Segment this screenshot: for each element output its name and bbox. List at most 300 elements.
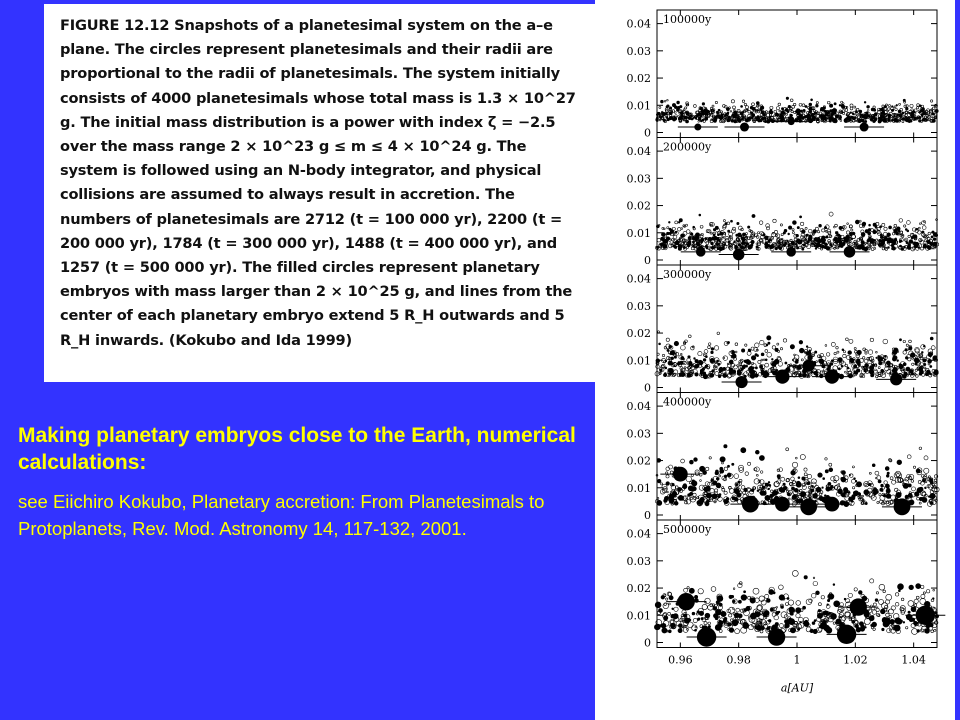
planetesimal-point bbox=[820, 107, 823, 110]
planetesimal-point bbox=[879, 494, 881, 496]
planetesimal-point bbox=[705, 598, 710, 603]
planetesimal-point bbox=[841, 101, 843, 103]
planetesimal-point bbox=[741, 486, 745, 490]
planetesimal-point bbox=[734, 474, 739, 479]
planetesimal-point bbox=[744, 360, 747, 363]
planetesimal-point bbox=[933, 356, 937, 360]
planetesimal-point bbox=[759, 455, 764, 460]
planetesimal-point bbox=[765, 594, 769, 598]
planetesimal-point bbox=[735, 343, 738, 346]
planetesimal-point bbox=[710, 232, 712, 234]
planetesimal-point bbox=[699, 214, 701, 216]
planetesimal-point bbox=[711, 351, 714, 354]
planetesimal-point bbox=[706, 493, 711, 498]
planetesimal-point bbox=[854, 478, 856, 480]
y-tick-label: 0.03 bbox=[626, 299, 651, 313]
planetesimal-point bbox=[900, 235, 902, 237]
planetesimal-point bbox=[918, 367, 922, 371]
planetesimal-point bbox=[918, 227, 920, 229]
planetesimal-point bbox=[704, 487, 708, 491]
planetesimal-point bbox=[855, 624, 859, 628]
planetesimal-point bbox=[839, 616, 841, 618]
y-tick-label: 0 bbox=[644, 254, 651, 267]
planetesimal-point bbox=[755, 107, 758, 110]
planetesimal-point bbox=[761, 106, 764, 109]
planetesimal-point bbox=[666, 106, 668, 108]
planetesimal-point bbox=[824, 226, 826, 228]
planetesimal-point bbox=[808, 482, 810, 484]
planetesimal-point bbox=[671, 357, 674, 360]
planetesimal-point bbox=[730, 220, 732, 222]
planetesimal-point bbox=[719, 475, 721, 477]
y-tick-label: 0.02 bbox=[626, 72, 651, 86]
planetesimal-point bbox=[888, 247, 890, 249]
planetesimal-point bbox=[755, 343, 759, 347]
planetesimal-point bbox=[799, 340, 803, 344]
planetesimal-point bbox=[761, 359, 763, 361]
planetesimal-point bbox=[693, 618, 697, 622]
planetesimal-point bbox=[932, 107, 935, 110]
planetesimal-point bbox=[663, 119, 666, 122]
planetesimal-point bbox=[922, 226, 926, 230]
planetesimal-point bbox=[827, 604, 829, 606]
planetesimal-point bbox=[797, 628, 799, 630]
planetesimal-point bbox=[916, 228, 918, 230]
planetesimal-point bbox=[776, 234, 780, 238]
planetesimal-point bbox=[738, 600, 741, 603]
planetesimal-point bbox=[770, 106, 773, 109]
planetesimal-point bbox=[677, 228, 680, 231]
planetesimal-point bbox=[705, 482, 709, 486]
planetesimal-point bbox=[844, 598, 846, 600]
planetesimal-point bbox=[688, 356, 691, 359]
planetesimal-point bbox=[717, 332, 720, 335]
planetesimal-point bbox=[901, 248, 904, 251]
planetesimal-point bbox=[666, 467, 670, 471]
planetesimal-point bbox=[724, 491, 727, 494]
planetesimal-point bbox=[673, 118, 676, 121]
planetesimal-point bbox=[834, 113, 836, 115]
planetesimal-point bbox=[792, 570, 798, 576]
planetesimal-point bbox=[908, 235, 910, 237]
planetesimal-point bbox=[781, 233, 783, 235]
planetesimal-point bbox=[664, 496, 668, 500]
planetesimal-point bbox=[826, 627, 832, 633]
planetesimal-point bbox=[933, 589, 935, 591]
planetesimal-point bbox=[867, 240, 869, 242]
panel-time-label: 500000y bbox=[663, 523, 712, 536]
embryo-point bbox=[775, 370, 789, 384]
planetesimal-point bbox=[834, 601, 840, 607]
y-tick-label: 0.01 bbox=[626, 354, 651, 368]
planetesimal-point bbox=[806, 346, 808, 348]
planetesimal-point bbox=[699, 611, 704, 616]
planetesimal-point bbox=[829, 212, 833, 216]
planetesimal-point bbox=[854, 347, 856, 349]
planetesimal-point bbox=[924, 240, 926, 242]
planetesimal-point bbox=[912, 363, 914, 365]
planetesimal-point bbox=[789, 607, 795, 613]
planetesimal-point bbox=[733, 588, 735, 590]
planetesimal-point bbox=[850, 374, 852, 376]
planetesimal-point bbox=[730, 110, 732, 112]
planetesimal-point bbox=[744, 609, 747, 612]
planetesimal-point bbox=[778, 611, 780, 613]
planetesimal-point bbox=[899, 120, 901, 122]
planetesimal-point bbox=[795, 360, 798, 363]
planetesimal-point bbox=[889, 226, 892, 229]
planetesimal-point bbox=[792, 462, 797, 467]
planetesimal-point bbox=[662, 354, 664, 356]
planetesimal-point bbox=[683, 484, 686, 487]
planetesimal-point bbox=[668, 603, 670, 605]
planetesimal-point bbox=[711, 348, 714, 351]
embryo-point bbox=[825, 497, 840, 512]
planetesimal-point bbox=[748, 349, 750, 351]
planetesimal-point bbox=[888, 105, 890, 107]
planetesimal-point bbox=[903, 621, 905, 623]
planetesimal-point bbox=[921, 351, 923, 353]
planetesimal-point bbox=[762, 242, 764, 244]
planetesimal-point bbox=[711, 587, 716, 592]
embryo-point bbox=[825, 370, 839, 384]
embryo-point bbox=[768, 628, 785, 645]
planetesimal-point bbox=[849, 339, 853, 343]
planetesimal-point bbox=[924, 468, 929, 473]
planetesimal-point bbox=[671, 229, 673, 231]
planetesimal-point bbox=[839, 235, 841, 237]
planetesimal-point bbox=[742, 233, 745, 236]
planetesimal-point bbox=[783, 232, 785, 234]
planetesimal-point bbox=[799, 103, 802, 106]
planetesimal-point bbox=[906, 344, 908, 346]
planetesimal-point bbox=[756, 474, 758, 476]
planetesimal-point bbox=[772, 613, 776, 617]
planetesimal-point bbox=[745, 344, 747, 346]
planetesimal-point bbox=[729, 595, 733, 599]
planetesimal-point bbox=[823, 478, 825, 480]
figure-panel bbox=[595, 0, 955, 720]
planetesimal-point bbox=[855, 220, 859, 224]
planetesimal-point bbox=[733, 106, 736, 109]
planetesimal-point bbox=[767, 627, 770, 630]
y-tick-label: 0.03 bbox=[626, 427, 651, 441]
planetesimal-point bbox=[664, 100, 666, 102]
planetesimal-point bbox=[878, 599, 883, 604]
planetesimal-point bbox=[901, 598, 904, 601]
planetesimal-point bbox=[750, 112, 753, 115]
planetesimal-point bbox=[781, 108, 783, 110]
planetesimal-point bbox=[841, 477, 846, 482]
planetesimal-point bbox=[829, 468, 833, 472]
planetesimal-point bbox=[715, 101, 717, 103]
planetesimal-point bbox=[728, 116, 731, 119]
planetesimal-point bbox=[870, 241, 872, 243]
planetesimal-point bbox=[781, 112, 783, 114]
planetesimal-point bbox=[742, 100, 745, 103]
planetesimal-point bbox=[775, 348, 778, 351]
planetesimal-point bbox=[754, 479, 759, 484]
planetesimal-point bbox=[889, 629, 891, 631]
planetesimal-point bbox=[818, 609, 821, 612]
planetesimal-point bbox=[786, 448, 789, 451]
y-tick-label: 0.02 bbox=[626, 582, 651, 596]
planetesimal-point bbox=[909, 346, 912, 349]
planetesimal-point bbox=[858, 493, 861, 496]
planetesimal-point bbox=[684, 618, 689, 623]
planetesimal-point bbox=[867, 105, 870, 108]
planetesimal-point bbox=[913, 466, 915, 468]
embryo-point bbox=[786, 247, 796, 257]
planetesimal-point bbox=[718, 109, 720, 111]
planetesimal-point bbox=[803, 109, 805, 111]
planetesimal-point bbox=[931, 116, 933, 118]
planetesimal-point bbox=[905, 229, 907, 231]
planetesimal-point bbox=[687, 358, 691, 362]
planetesimal-point bbox=[800, 454, 805, 459]
planetesimal-point bbox=[680, 234, 684, 238]
planetesimal-point bbox=[834, 352, 836, 354]
planetesimal-point bbox=[870, 338, 874, 342]
planetesimal-point bbox=[935, 234, 938, 237]
planetesimal-point bbox=[745, 233, 747, 235]
planetesimal-point bbox=[707, 110, 710, 113]
planetesimal-point bbox=[662, 628, 667, 633]
planetesimal-point bbox=[897, 460, 902, 465]
planetesimal-point bbox=[762, 114, 764, 116]
planetesimal-point bbox=[765, 363, 769, 367]
planetesimal-point bbox=[906, 105, 909, 108]
planetesimal-point bbox=[737, 493, 742, 498]
planetesimal-point bbox=[666, 338, 669, 341]
planetesimal-point bbox=[868, 350, 872, 354]
planetesimal-point bbox=[816, 374, 818, 376]
planetesimal-point bbox=[884, 227, 887, 230]
planetesimal-point bbox=[919, 117, 921, 119]
planetesimal-point bbox=[934, 479, 937, 482]
planetesimal-point bbox=[910, 104, 913, 107]
planetesimal-point bbox=[669, 112, 672, 115]
planetesimal-point bbox=[779, 585, 784, 590]
planetesimal-point bbox=[927, 245, 930, 248]
planetesimal-point bbox=[666, 232, 669, 235]
planetesimal-point bbox=[751, 103, 754, 106]
planetesimal-point bbox=[829, 119, 832, 122]
planetesimal-point bbox=[851, 229, 853, 231]
planetesimal-point bbox=[842, 349, 844, 351]
planetesimal-point bbox=[925, 628, 930, 633]
y-tick-label: 0 bbox=[644, 509, 651, 522]
planetesimal-point bbox=[846, 338, 849, 341]
planetesimal-point bbox=[893, 367, 898, 372]
planetesimal-point bbox=[883, 119, 886, 122]
planetesimal-point bbox=[774, 115, 776, 117]
planetesimal-point bbox=[873, 628, 875, 630]
planetesimal-point bbox=[804, 576, 807, 579]
planetesimal-point bbox=[783, 244, 786, 247]
planetesimal-point bbox=[813, 230, 817, 234]
planetesimal-point bbox=[760, 630, 763, 633]
planetesimal-point bbox=[931, 236, 933, 238]
planetesimal-point bbox=[815, 351, 817, 353]
planetesimal-point bbox=[790, 483, 794, 487]
y-tick-label: 0.03 bbox=[626, 554, 651, 568]
planetesimal-point bbox=[792, 229, 794, 231]
planetesimal-point bbox=[736, 622, 738, 624]
planetesimal-point bbox=[911, 487, 915, 491]
planetesimal-point bbox=[679, 219, 682, 222]
planetesimal-point bbox=[936, 372, 938, 374]
planetesimal-point bbox=[731, 229, 735, 233]
planetesimal-point bbox=[864, 359, 868, 363]
planetesimal-point bbox=[808, 355, 813, 360]
planetesimal-point bbox=[791, 477, 795, 481]
planetesimal-point bbox=[660, 369, 662, 371]
planetesimal-point bbox=[693, 493, 696, 496]
planetesimal-point bbox=[923, 345, 925, 347]
planetesimal-point bbox=[758, 119, 761, 122]
planetesimal-point bbox=[743, 623, 749, 629]
planetesimal-point bbox=[920, 498, 922, 500]
planetesimal-point bbox=[903, 351, 907, 355]
planetesimal-point bbox=[900, 365, 902, 367]
planetesimal-point bbox=[746, 109, 748, 111]
planetesimal-point bbox=[877, 501, 879, 503]
planetesimal-point bbox=[928, 359, 932, 363]
planetesimal-point bbox=[876, 592, 878, 594]
planetesimal-point bbox=[904, 225, 906, 227]
planetesimal-point bbox=[766, 599, 770, 603]
planetesimal-point bbox=[922, 498, 927, 503]
planetesimal-point bbox=[741, 448, 746, 453]
planetesimal-point bbox=[738, 247, 740, 249]
planetesimal-point bbox=[836, 115, 838, 117]
planetesimal-point bbox=[773, 219, 777, 223]
planetesimal-point bbox=[668, 221, 670, 223]
planetesimal-point bbox=[715, 470, 718, 473]
planetesimal-point bbox=[917, 104, 920, 107]
planetesimal-point bbox=[916, 584, 921, 589]
planetesimal-point bbox=[659, 106, 661, 108]
planetesimal-point bbox=[778, 103, 781, 106]
planetesimal-point bbox=[880, 495, 885, 500]
planetesimal-point bbox=[841, 493, 845, 497]
planetesimal-point bbox=[680, 105, 682, 107]
planetesimal-point bbox=[672, 608, 674, 610]
planetesimal-point bbox=[934, 629, 936, 631]
planetesimal-point bbox=[665, 367, 667, 369]
planetesimal-point bbox=[761, 626, 765, 630]
planetesimal-point bbox=[677, 101, 680, 104]
y-tick-label: 0.04 bbox=[626, 17, 651, 31]
planetesimal-point bbox=[819, 224, 822, 227]
planetesimal-point bbox=[889, 615, 892, 618]
planetesimal-point bbox=[802, 477, 806, 481]
planetesimal-point bbox=[818, 239, 821, 242]
planetesimal-point bbox=[797, 226, 799, 228]
planetesimal-point bbox=[854, 106, 856, 108]
planetesimal-point bbox=[802, 483, 805, 486]
planetesimal-point bbox=[889, 609, 894, 614]
planetesimal-point bbox=[852, 497, 855, 500]
planetesimal-point bbox=[909, 494, 912, 497]
planetesimal-point bbox=[694, 458, 698, 462]
planetesimal-point bbox=[729, 607, 735, 613]
planetesimal-point bbox=[661, 233, 665, 237]
planetesimal-point bbox=[708, 622, 711, 625]
planetesimal-point bbox=[735, 351, 737, 353]
planetesimal-point bbox=[796, 607, 801, 612]
planetesimal-point bbox=[681, 228, 683, 230]
planetesimal-point bbox=[857, 247, 859, 249]
planetesimal-point bbox=[689, 493, 692, 496]
planetesimal-point bbox=[919, 502, 921, 504]
planetesimal-point bbox=[674, 607, 678, 611]
planetesimal-point bbox=[755, 450, 759, 454]
planetesimal-point bbox=[890, 619, 895, 624]
planetesimal-point bbox=[889, 459, 892, 462]
planetesimal-point bbox=[678, 624, 682, 628]
planetesimal-point bbox=[897, 360, 899, 362]
planetesimal-point bbox=[694, 105, 697, 108]
planetesimal-point bbox=[825, 470, 828, 473]
planetesimal-point bbox=[667, 99, 669, 101]
planetesimal-point bbox=[841, 616, 846, 621]
planetesimal-point bbox=[674, 341, 678, 345]
planetesimal-point bbox=[921, 247, 924, 250]
planetesimal-point bbox=[883, 590, 886, 593]
planetesimal-point bbox=[690, 497, 695, 502]
planetesimal-point bbox=[661, 595, 665, 599]
planetesimal-point bbox=[862, 248, 864, 250]
planetesimal-point bbox=[921, 113, 924, 116]
planetesimal-point bbox=[819, 359, 824, 364]
planetesimal-point bbox=[852, 117, 855, 120]
planetesimal-point bbox=[870, 579, 874, 583]
planetesimal-point bbox=[708, 346, 711, 349]
planetesimal-point bbox=[774, 110, 777, 113]
planetesimal-point bbox=[808, 237, 812, 241]
planetesimal-point bbox=[919, 447, 922, 450]
embryo-point bbox=[696, 247, 706, 257]
embryo-point bbox=[740, 123, 749, 132]
planetesimal-point bbox=[768, 481, 770, 483]
planetesimal-point bbox=[923, 359, 926, 362]
planetesimal-point bbox=[758, 360, 761, 363]
planetesimal-point bbox=[916, 107, 918, 109]
planetesimal-point bbox=[711, 242, 714, 245]
planetesimal-point bbox=[801, 359, 803, 361]
planetesimal-point bbox=[686, 230, 690, 234]
planetesimal-point bbox=[737, 222, 739, 224]
planetesimal-point bbox=[759, 221, 763, 225]
planetesimal-point bbox=[831, 342, 835, 346]
planetesimal-point bbox=[924, 367, 926, 369]
planetesimal-point bbox=[865, 627, 867, 629]
planetesimal-point bbox=[673, 245, 676, 248]
planetesimal-point bbox=[659, 343, 661, 345]
planetesimal-point bbox=[712, 105, 714, 107]
planetesimal-point bbox=[699, 115, 701, 117]
planetesimal-point bbox=[728, 241, 730, 243]
y-tick-label: 0.02 bbox=[626, 327, 651, 341]
planetesimal-point bbox=[797, 481, 801, 485]
planetesimal-point bbox=[886, 494, 891, 499]
figure-caption-text bbox=[60, 14, 583, 353]
planetesimal-point bbox=[865, 120, 867, 122]
planetesimal-point bbox=[833, 584, 835, 586]
planetesimal-point bbox=[754, 468, 757, 471]
